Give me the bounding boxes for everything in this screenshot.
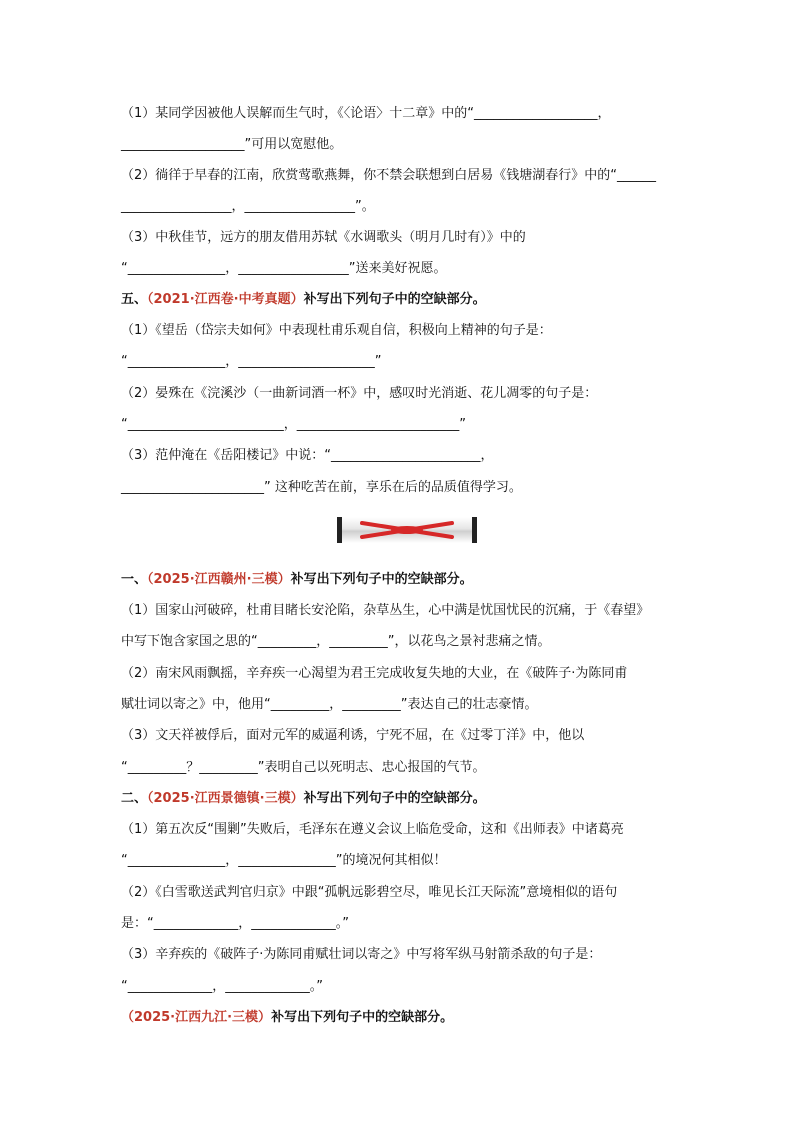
section-instruction: 补写出下列句子中的空缺部分。 <box>303 791 486 806</box>
section-number: 五、 <box>121 292 148 307</box>
question-line: “_____________，_____________。” <box>121 979 323 994</box>
section-number: 二、 <box>121 791 148 806</box>
question-line: （2）《白雪歌送武判官归京》中跟“孤帆远影碧空尽，唯见长江天际流”意境相似的语句 <box>121 885 618 900</box>
question-line: “_______________，_______________”的境况何其相似！ <box>121 853 447 868</box>
source-label: （2025·江西景德镇·三模） <box>147 791 304 806</box>
question-line: “_______________，_____________________” <box>121 354 382 369</box>
question-line: 中写下饱含家国之思的“_________，_________”，以花鸟之景衬悲痛之情。 <box>121 634 551 649</box>
section-heading-3 <box>121 1008 453 1028</box>
source-label: （2021·江西卷·中考真题） <box>147 292 304 307</box>
question-line: “_______________，_________________”送来美好祝愿。 <box>121 261 447 276</box>
question-line: （1）某同学因被他人误解而生气时，《〈论语〉十二章》中的“___________________， <box>121 106 611 121</box>
question-line: “_________？_________”表明自己以死明志、忠心报国的气节。 <box>121 760 486 775</box>
section-instruction: 补写出下列句子中的空缺部分。 <box>290 572 473 587</box>
section-heading-1 <box>121 570 473 590</box>
section-heading-5 <box>121 290 486 310</box>
source-label: （2025·江西赣州·三模） <box>147 572 291 587</box>
question-line: ___________________”可用以宽慰他。 <box>121 137 343 152</box>
section-instruction: 补写出下列句子中的空缺部分。 <box>271 1010 454 1025</box>
section-number: 一、 <box>121 572 148 587</box>
question-line: ______________________” 这种吃苦在前，享乐在后的品质值得学习。 <box>121 480 522 495</box>
question-line: （2）南宋风雨飘摇，辛弃疾一心渴望为君王完成收复失地的大业，在《破阵子·为陈同甫 <box>121 666 628 681</box>
question-line: （1）国家山河破碎，杜甫目睹长安沦陷，杂草丛生，心中满是忧国忧民的沉痛，于《春望》 <box>121 603 650 618</box>
section-instruction: 补写出下列句子中的空缺部分。 <box>303 292 486 307</box>
question-line: （3）辛弃疾的《破阵子·为陈同甫赋壮词以寄之》中写将军纵马射箭杀敌的句子是： <box>121 947 602 962</box>
section-heading-2 <box>121 789 486 809</box>
question-line: 是：“_____________，_____________。” <box>121 916 349 931</box>
question-line: （3）文天祥被俘后，面对元军的威逼利诱，宁死不屈，在《过零丁洋》中，他以 <box>121 728 585 743</box>
question-line: （2）晏殊在《浣溪沙（一曲新词酒一杯》中，感叹时光消逝、花儿凋零的句子是： <box>121 386 598 401</box>
question-line: （3）范仲淹在《岳阳楼记》中说：“_______________________， <box>121 448 494 463</box>
question-line: （1）第五次反“围剿”失败后，毛泽东在遵义会议上临危受命，这和《出师表》中诸葛亮 <box>121 822 624 837</box>
question-line: （2）徜徉于早春的江南，欣赏莺歌燕舞，你不禁会联想到白居易《钱塘湖春行》中的“______ <box>121 168 657 183</box>
question-line: “________________________，_________________________” <box>121 417 466 432</box>
red-cross-divider-icon <box>337 517 477 543</box>
source-label: （2025·江西九江·三模） <box>121 1010 272 1025</box>
question-line: （1）《望岳（岱宗夫如何》中表现杜甫乐观自信，积极向上精神的句子是： <box>121 323 552 338</box>
question-line: _________________，_________________”。 <box>121 199 375 214</box>
question-line: 赋壮词以寄之》中，他用“_________，_________”表达自己的壮志豪情。 <box>121 697 538 712</box>
question-line: （3）中秋佳节，远方的朋友借用苏轼《水调歌头（明月几时有）》中的 <box>121 230 526 245</box>
